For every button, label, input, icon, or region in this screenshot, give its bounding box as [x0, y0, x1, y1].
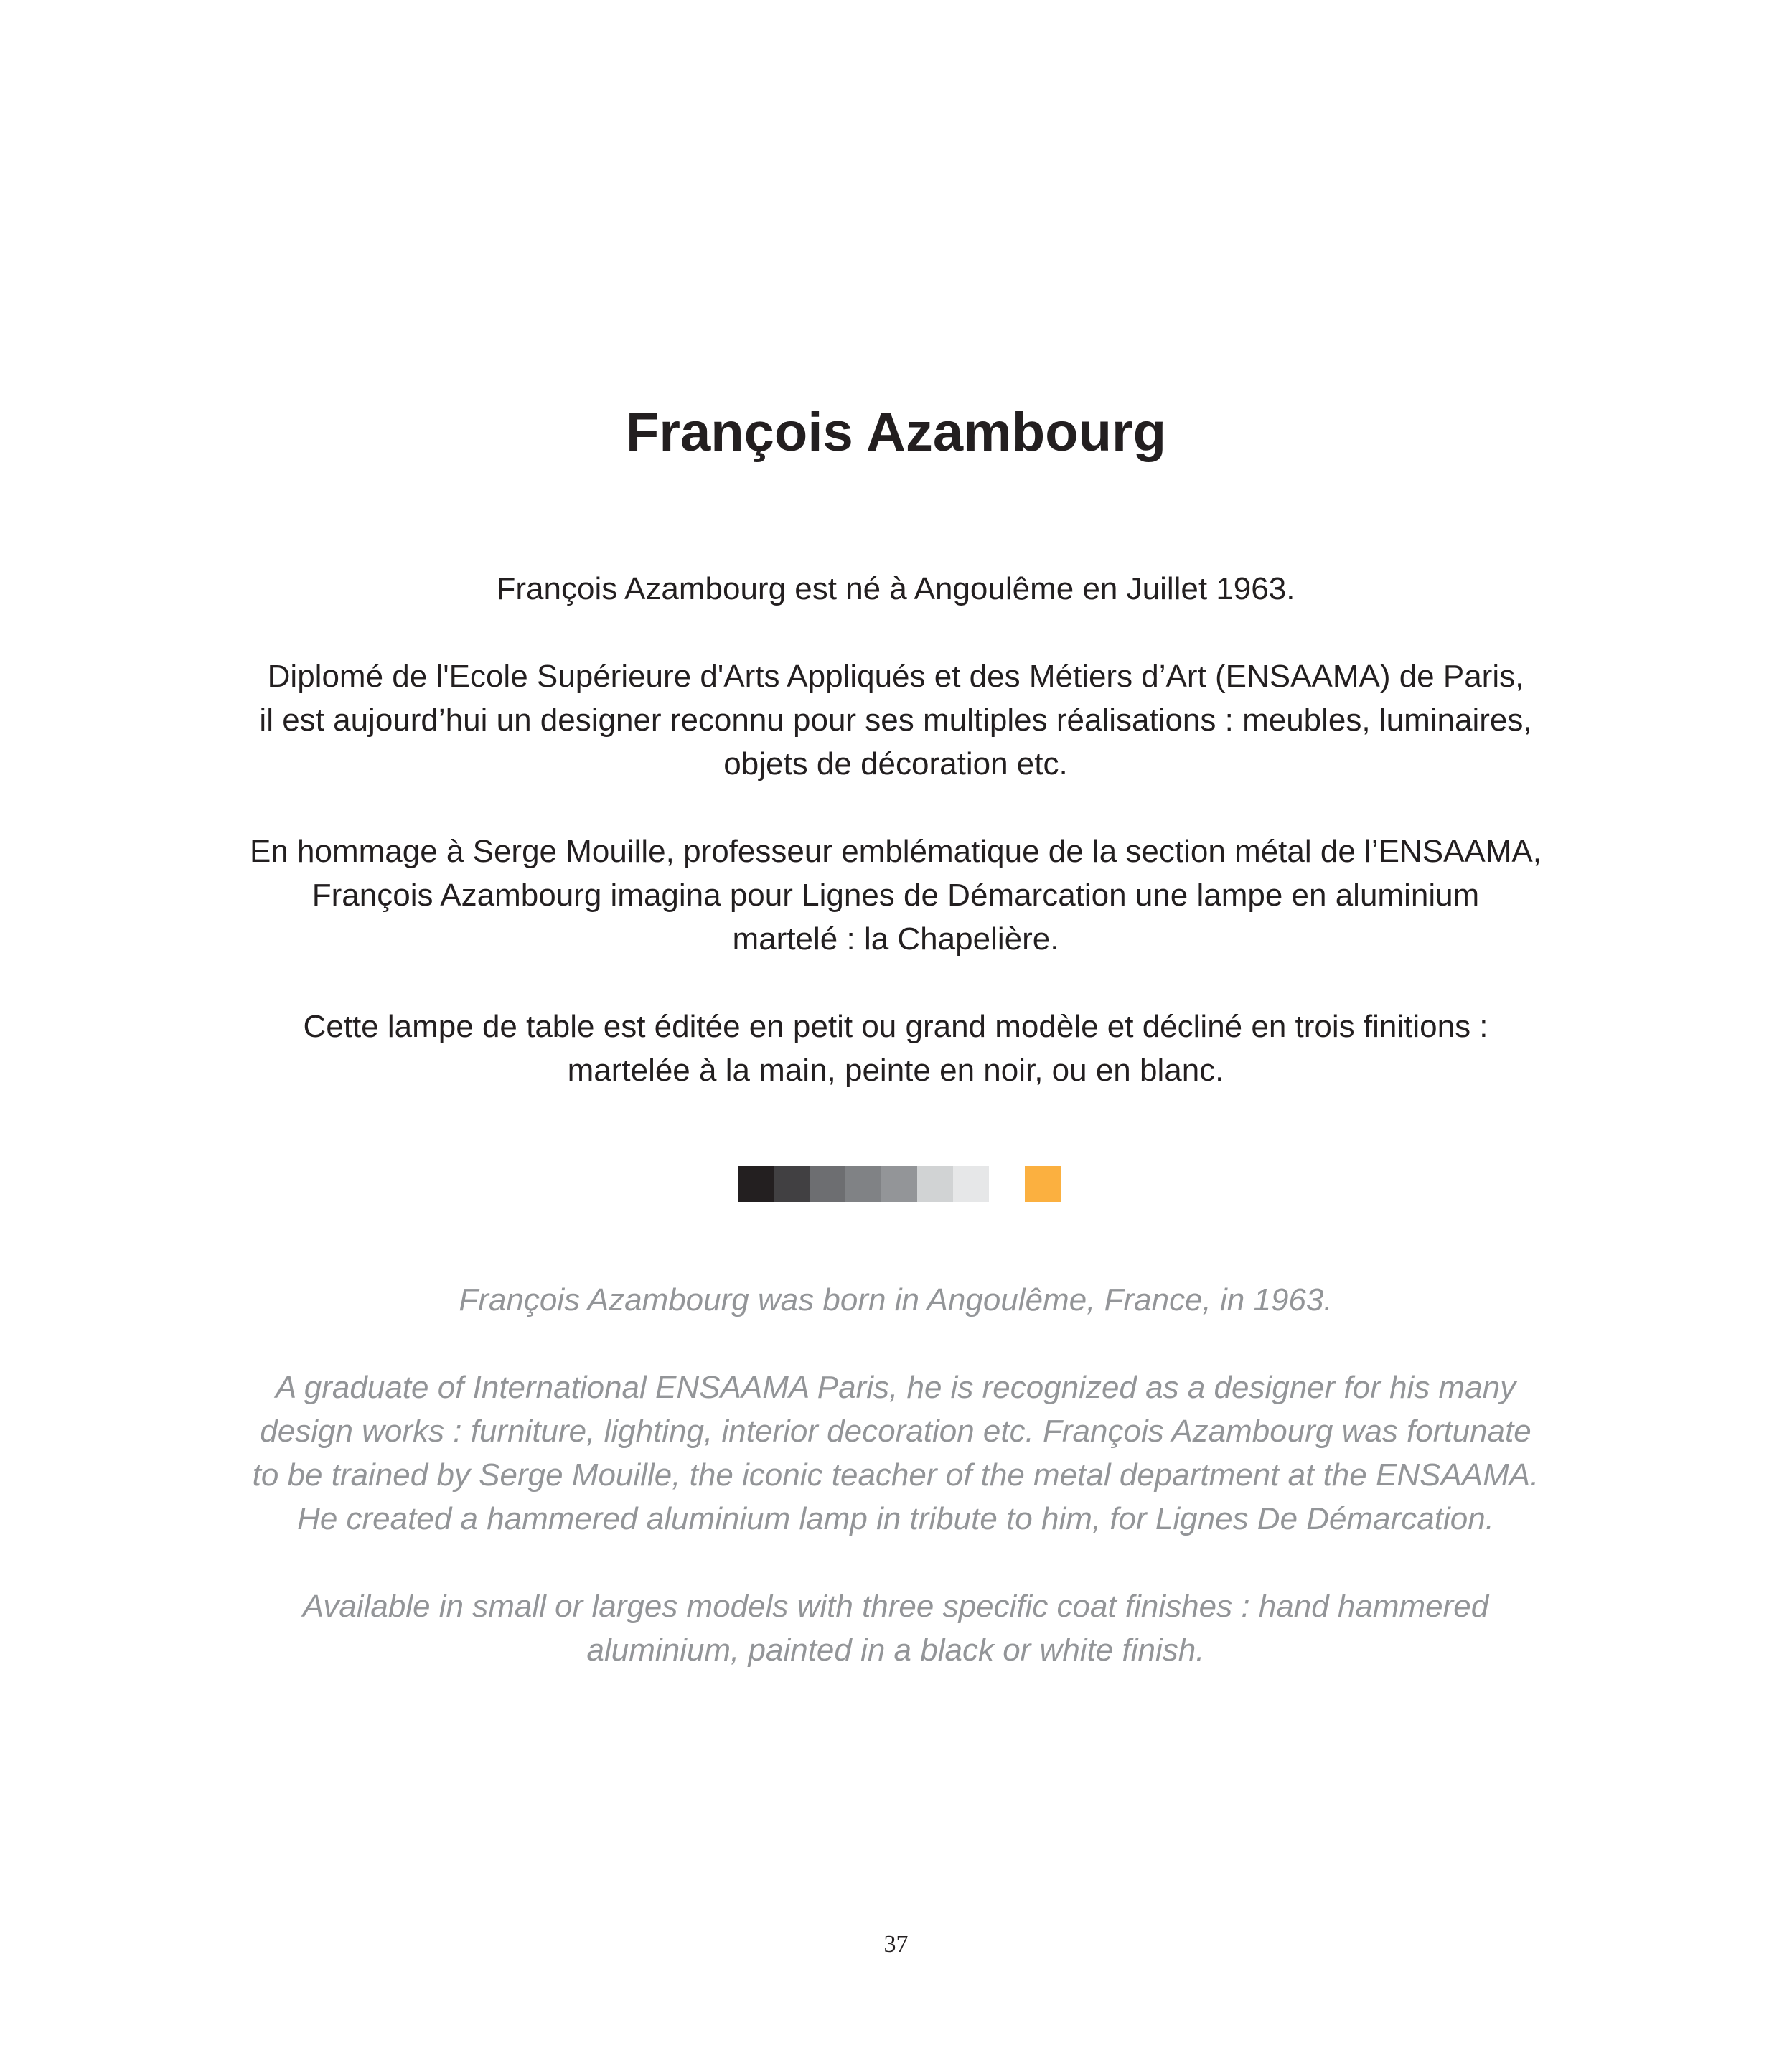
color-swatch-strip: [738, 1166, 1061, 1202]
text-line: to be trained by Serge Mouille, the iconic teacher of the metal department at the ENSAAMA.: [252, 1457, 1539, 1493]
text-line: Available in small or larges models with three specific coat finishes : hand hammered: [302, 1589, 1489, 1624]
text-line: En hommage à Serge Mouille, professeur emblématique de la section métal de l’ENSAAMA,: [249, 834, 1542, 869]
text-line: François Azambourg imagina pour Lignes de Démarcation une lampe en aluminium: [311, 878, 1480, 913]
english-paragraph-finishes: [178, 1584, 1613, 1672]
color-swatch: [810, 1166, 845, 1202]
english-text: [178, 1278, 1613, 1672]
french-paragraph-tribute: [178, 830, 1613, 961]
color-swatch: [738, 1166, 774, 1202]
page-number: 37: [883, 1931, 909, 1958]
french-paragraph-birth: [178, 567, 1613, 611]
french-text: [178, 567, 1613, 1092]
french-paragraph-education: [178, 654, 1613, 786]
text-line: Diplomé de l'Ecole Supérieure d'Arts Appliqués et des Métiers d’Art (ENSAAMA) de Paris,: [267, 659, 1524, 694]
text-line: martelée à la main, peinte en noir, ou en blanc.: [567, 1053, 1224, 1088]
text-line: A graduate of International ENSAAMA Paris, he is recognized as a designer for his many: [275, 1370, 1516, 1405]
color-swatch: [917, 1166, 953, 1202]
french-paragraph-finishes: [178, 1005, 1613, 1092]
text-line: il est aujourd’hui un designer reconnu pour ses multiples réalisations : meubles, luminaires,: [259, 703, 1532, 738]
text-line: He created a hammered aluminium lamp in tribute to him, for Lignes De Démarcation.: [297, 1501, 1494, 1536]
text-line: aluminium, painted in a black or white finish.: [586, 1633, 1205, 1668]
color-swatch: [953, 1166, 989, 1202]
text-line: François Azambourg was born in Angoulême, France, in 1963.: [459, 1282, 1333, 1317]
page-title: François Azambourg: [625, 402, 1167, 463]
color-swatch: [881, 1166, 917, 1202]
color-swatch: [774, 1166, 810, 1202]
color-swatch: [1025, 1166, 1061, 1202]
text-line: design works : furniture, lighting, interior decoration etc. François Azambourg was fortunate: [260, 1414, 1531, 1449]
color-swatch: [989, 1166, 1025, 1202]
english-paragraph-birth: [178, 1278, 1613, 1322]
text-line: martelé : la Chapelière.: [732, 921, 1059, 957]
text-line: Cette lampe de table est éditée en petit ou grand modèle et décliné en trois finitions :: [303, 1009, 1488, 1044]
text-line: objets de décoration etc.: [723, 746, 1068, 781]
color-swatch: [845, 1166, 881, 1202]
english-paragraph-career: [178, 1366, 1613, 1541]
text-line: François Azambourg est né à Angoulême en Juillet 1963.: [496, 571, 1295, 606]
